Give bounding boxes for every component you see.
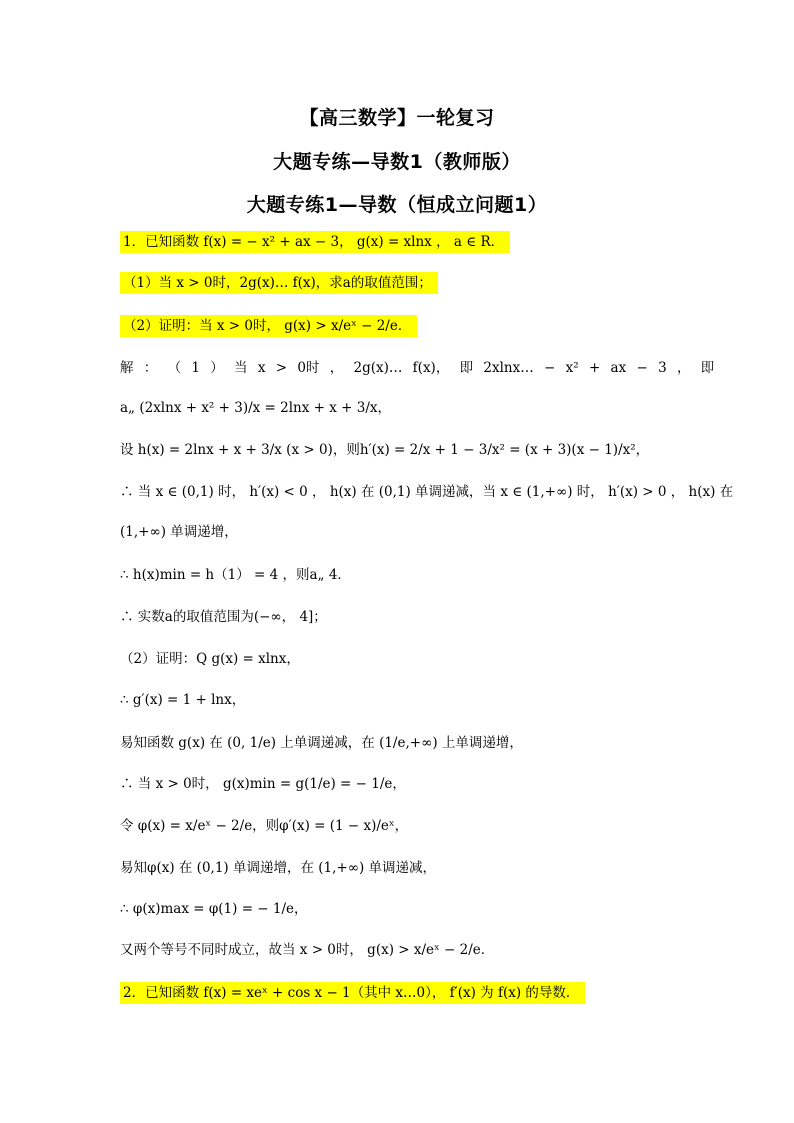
solution-line-9: ∴ g′(x) = 1 + lnx，	[120, 692, 246, 708]
title-subtitle: 大题专练—导数1（教师版）	[273, 151, 521, 173]
solution-line-12: 令 φ(x) = x/eˣ − 2/e，则φ′(x) = (1 − x)/eˣ，	[120, 818, 409, 834]
problem1-part2: （2）证明：当 x > 0时， g(x) > x/eˣ − 2/e．	[120, 316, 417, 336]
solution-line-5: (1,+∞) 单调递增，	[120, 524, 238, 540]
solution-line-4: ∴ 当 x ∈ (0,1) 时， h′(x) < 0 ， h(x) 在 (0,1) 单调递减，当 x ∈ (1,+∞) 时， h′(x) > 0 ， h(x) 在	[120, 484, 734, 500]
solution-line-2: a„ (2xlnx + x² + 3)/x = 2lnx + x + 3/x，	[120, 400, 392, 416]
title-main: 【高三数学】一轮复习	[299, 107, 495, 129]
solution-line-13: 易知φ(x) 在 (0,1) 单调递增，在 (1,+∞) 单调递减，	[120, 860, 437, 876]
solution-line-7: ∴ 实数a的取值范围为(−∞， 4]；	[120, 609, 327, 625]
problem1-statement: 1．已知函数 f(x) = − x² + ax − 3， g(x) = xlnx ， a ∈ R．	[120, 232, 510, 252]
solution-line-10: 易知函数 g(x) 在 (0, 1/e) 上单调递减，在 (1/e,+∞) 上单调递增，	[120, 735, 523, 751]
solution-line-1: 解 ： （ 1 ） 当 x > 0时 ， 2g(x)… f(x)， 即 2xlnx… − x² + ax − 3 ， 即	[120, 360, 715, 376]
solution-line-6: ∴ h(x)min = h（1） = 4 ，则a„ 4．	[120, 567, 351, 583]
title-section: 大题专练1—导数（恒成立问题1）	[246, 194, 548, 216]
solution-line-14: ∴ φ(x)max = φ(1) = − 1/e，	[120, 901, 308, 917]
solution-line-11: ∴ 当 x > 0时， g(x)min = g(1/e) = − 1/e，	[120, 776, 406, 792]
solution-line-8: （2）证明：Q g(x) = xlnx，	[120, 651, 300, 667]
solution-line-3: 设 h(x) = 2lnx + x + 3/x (x > 0)，则h′(x) = 2/x + 1 − 3/x² = (x + 3)(x − 1)/x²，	[120, 442, 650, 458]
problem2-statement: 2．已知函数 f(x) = xeˣ + cos x − 1（其中 x…0）， f′(x) 为 f(x) 的导数．	[120, 983, 585, 1003]
solution-line-15: 又两个等号不同时成立，故当 x > 0时， g(x) > x/eˣ − 2/e．	[120, 942, 495, 958]
problem1-part1: （1）当 x > 0时，2g(x)… f(x)，求a的取值范围；	[120, 273, 438, 293]
